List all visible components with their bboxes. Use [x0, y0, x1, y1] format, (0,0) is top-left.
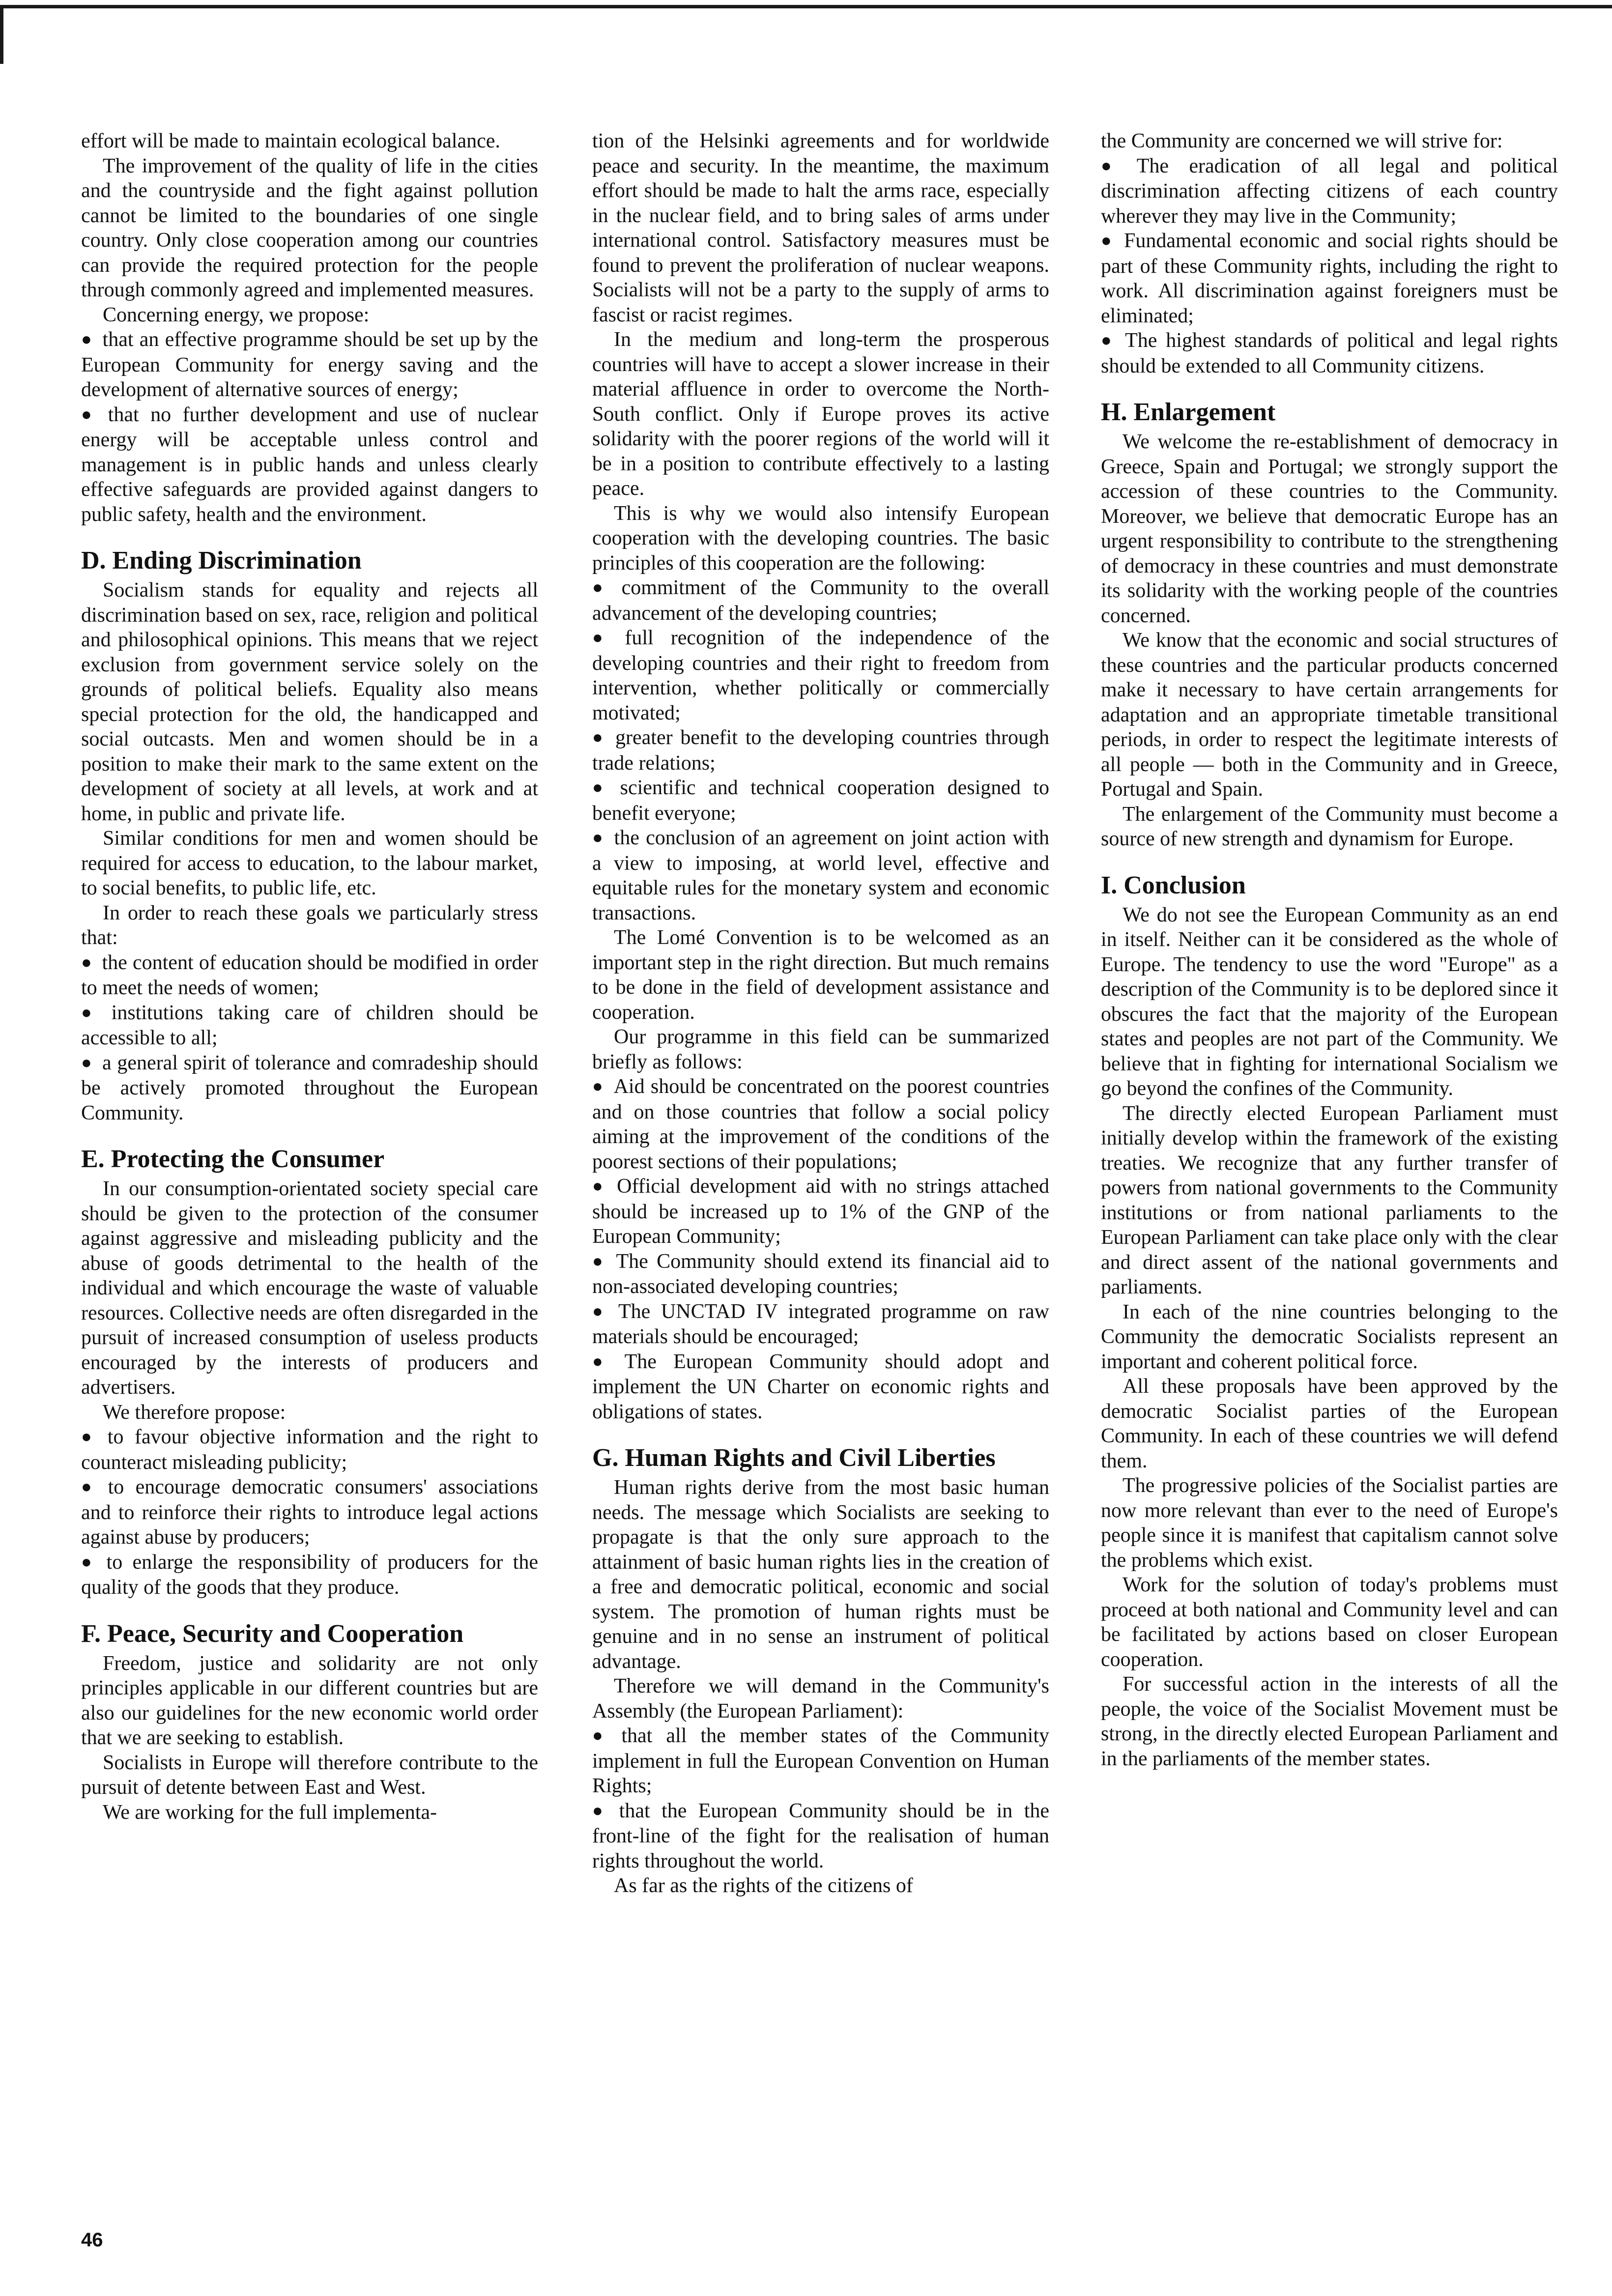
- paragraph: The enlargement of the Community must become a source of new strength and dynamism for Europe.: [1101, 803, 1558, 850]
- bullet-item: ● The UNCTAD IV integrated programme on raw materials should be encouraged;: [592, 1299, 1049, 1349]
- text-column-2: [592, 129, 1049, 1898]
- top-border-rule: [0, 5, 1612, 8]
- paragraph: As far as the rights of the citizens of: [614, 1874, 913, 1897]
- paragraph: Therefore we will demand in the Community's Assembly (the European Parliament):: [592, 1675, 1049, 1722]
- paragraph: the Community are concerned we will strive for:: [1101, 130, 1503, 152]
- bullet-item: ● to enlarge the responsibility of producers for the quality of the goods that they produce.: [81, 1550, 538, 1600]
- paragraph: Socialists in Europe will therefore contribute to the pursuit of detente between East and West.: [81, 1751, 538, 1799]
- bullet-item: ● that the European Community should be in the front-line of the fight for the realisation of human rights throughout the world.: [592, 1799, 1049, 1874]
- paragraph: In each of the nine countries belonging to the Community the democratic Socialists represent an important and coherent political force.: [1101, 1300, 1558, 1373]
- paragraph: In the medium and long-term the prosperous countries will have to accept a slower increase in their material affluence in order to overcome the North-South conflict. Only if Europe proves its active solidarity with the poorer regions of the world will it be in a position to contribute effectively to a lasting peace.: [592, 328, 1049, 500]
- bullet-item: ● Aid should be concentrated on the poorest countries and on those countries that follow a social policy aiming at the improvement of the conditions of the poorest sections of their populations;: [592, 1074, 1049, 1174]
- text-column-3: [1101, 129, 1558, 1771]
- section-heading-i: I. Conclusion: [1101, 871, 1246, 899]
- page-number: 46: [81, 2229, 103, 2251]
- paragraph: The Lomé Convention is to be welcomed as an important step in the right direction. But much remains to be done in the field of development assistance and cooperation.: [592, 926, 1049, 1024]
- bullet-item: ● a general spirit of tolerance and comradeship should be actively promoted throughout the European Community.: [81, 1051, 538, 1126]
- bullet-item: ● that no further development and use of nuclear energy will be acceptable unless control and management is in public hands and unless clearly effective safeguards are provided against dangers to public safety, health and the environment.: [81, 402, 538, 527]
- paragraph: The improvement of the quality of life in the cities and the countryside and the fight against pollution cannot be limited to the boundaries of one single country. Only close cooperation among our countries can provide the required protection for the people through commonly agreed and implemented measures.: [81, 154, 538, 301]
- section-heading-f: F. Peace, Security and Cooperation: [81, 1619, 463, 1648]
- paragraph: We therefore propose:: [103, 1401, 286, 1424]
- paragraph: We welcome the re-establishment of democracy in Greece, Spain and Portugal; we strongly support the accession of these countries to the Community. Moreover, we believe that democratic Europe has an urgent responsibility to contribute to the strengthening of democracy in these countries and must demonstrate its solidarity with the working people of the countries concerned.: [1101, 430, 1558, 627]
- bullet-item: ● The Community should extend its financial aid to non-associated developing countries;: [592, 1249, 1049, 1299]
- paragraph: All these proposals have been approved by the democratic Socialist parties of the European Community. In each of these countries we will defend them.: [1101, 1375, 1558, 1472]
- paragraph: Similar conditions for men and women should be required for access to education, to the labour market, to social benefits, to public life, etc.: [81, 827, 538, 899]
- bullet-item: ● Fundamental economic and social rights should be part of these Community rights, including the right to work. All discrimination against foreigners must be eliminated;: [1101, 229, 1558, 328]
- section-heading-h: H. Enlargement: [1101, 398, 1276, 426]
- bullet-item: ● the content of education should be modified in order to meet the needs of women;: [81, 950, 538, 1001]
- paragraph: In our consumption-orientated society special care should be given to the protection of the consumer against aggressive and misleading publicity and the abuse of goods detrimental to the health of the individual and which encourage the waste of valuable resources. Collective needs are often disregarded in the pursuit of increased consumption of useless products encouraged by the interests of producers and advertisers.: [81, 1177, 538, 1399]
- paragraph: Human rights derive from the most basic human needs. The message which Socialists are seeking to propagate is that the only sure approach to the attainment of basic human rights lies in the creation of a free and democratic political, economic and social system. The promotion of human rights must be genuine and in no sense an instrument of political advantage.: [592, 1476, 1049, 1673]
- paragraph: We know that the economic and social structures of these countries and the particular products concerned make it necessary to have certain arrangements for adaptation and an appropriate timetable transitional periods, in order to respect the legitimate interests of all people — both in the Community and in Greece, Portugal and Spain.: [1101, 629, 1558, 801]
- bullet-item: ● The highest standards of political and legal rights should be extended to all Community citizens.: [1101, 328, 1558, 378]
- section-heading-e: E. Protecting the Consumer: [81, 1145, 385, 1173]
- bullet-item: ● greater benefit to the developing countries through trade relations;: [592, 725, 1049, 775]
- paragraph: Work for the solution of today's problems must proceed at both national and Community level and can be facilitated by actions based on closer European cooperation.: [1101, 1574, 1558, 1671]
- bullet-item: ● full recognition of the independence of the developing countries and their right to freedom from intervention, whether politically or commercially motivated;: [592, 626, 1049, 725]
- bullet-item: ● Official development aid with no strings attached should be increased up to 1% of the GNP of the European Community;: [592, 1174, 1049, 1249]
- paragraph: The directly elected European Parliament must initially develop within the framework of the existing treaties. We recognize that any further transfer of powers from national governments to the Community institutions or from national parliaments to the European Parliament can take place only with the clear and direct assent of the national governments and parliaments.: [1101, 1102, 1558, 1298]
- paragraph: The progressive policies of the Socialist parties are now more relevant than ever to the need of Europe's people since it is manifest that capitalism cannot solve the problems which exist.: [1101, 1474, 1558, 1572]
- paragraph: tion of the Helsinki agreements and for worldwide peace and security. In the meantime, the maximum effort should be made to halt the arms race, especially in the nuclear field, and to bring sales of arms under international control. Satisfactory measures must be found to prevent the proliferation of nuclear weapons. Socialists will not be a party to the supply of arms to fascist or racist regimes.: [592, 130, 1049, 326]
- bullet-item: ● that all the member states of the Community implement in full the European Convention on Human Rights;: [592, 1723, 1049, 1799]
- bullet-item: ● commitment of the Community to the overall advancement of the developing countries;: [592, 575, 1049, 626]
- paragraph: Our programme in this field can be summarized briefly as follows:: [592, 1026, 1049, 1073]
- paragraph: For successful action in the interests of all the people, the voice of the Socialist Movement must be strong, in the directly elected European Parliament and in the parliaments of the member states.: [1101, 1673, 1558, 1770]
- paragraph: In order to reach these goals we particularly stress that:: [81, 901, 538, 949]
- bullet-item: ● scientific and technical cooperation designed to benefit everyone;: [592, 775, 1049, 826]
- paragraph: Concerning energy, we propose:: [103, 303, 370, 326]
- left-border-rule: [0, 5, 3, 64]
- bullet-item: ● institutions taking care of children should be accessible to all;: [81, 1001, 538, 1051]
- text-column-1: [81, 129, 538, 1825]
- paragraph: Socialism stands for equality and rejects all discrimination based on sex, race, religion and political and philosophical opinions. This means that we reject exclusion from government service solely on the grounds of political beliefs. Equality also means special protection for the old, the handicapped and social outcasts. Men and women should be in a position to make their mark to the same extent on the development of society at all levels, at work and at home, in public and private life.: [81, 579, 538, 825]
- paragraph: Freedom, justice and solidarity are not only principles applicable in our different countries but are also our guidelines for the new economic world order that we are seeking to establish.: [81, 1652, 538, 1749]
- bullet-item: ● The eradication of all legal and political discrimination affecting citizens of each country wherever they may live in the Community;: [1101, 154, 1558, 229]
- bullet-item: ● to favour objective information and the right to counteract misleading publicity;: [81, 1425, 538, 1475]
- paragraph: This is why we would also intensify European cooperation with the developing countries. The basic principles of this cooperation are the following:: [592, 502, 1049, 574]
- paragraph: effort will be made to maintain ecological balance.: [81, 130, 500, 152]
- bullet-item: ● the conclusion of an agreement on joint action with a view to imposing, at world level, effective and equitable rules for the monetary system and economic transactions.: [592, 826, 1049, 925]
- section-heading-g: G. Human Rights and Civil Liberties: [592, 1444, 996, 1472]
- bullet-item: ● to encourage democratic consumers' associations and to reinforce their rights to introduce legal actions against abuse by producers;: [81, 1475, 538, 1550]
- paragraph: We do not see the European Community as an end in itself. Neither can it be considered as the whole of Europe. The tendency to use the word "Europe" as a description of the Community is to be deplored since it obscures the fact that the majority of the European states and peoples are not part of the Community. We believe that in fighting for international Socialism we go beyond the confines of the Community.: [1101, 903, 1558, 1100]
- section-heading-d: D. Ending Discrimination: [81, 546, 362, 574]
- bullet-item: ● that an effective programme should be set up by the European Community for energy saving and the development of alternative sources of energy;: [81, 327, 538, 402]
- bullet-item: ● The European Community should adopt and implement the UN Charter on economic rights and obligations of states.: [592, 1349, 1049, 1425]
- paragraph: We are working for the full implementa-: [103, 1801, 437, 1824]
